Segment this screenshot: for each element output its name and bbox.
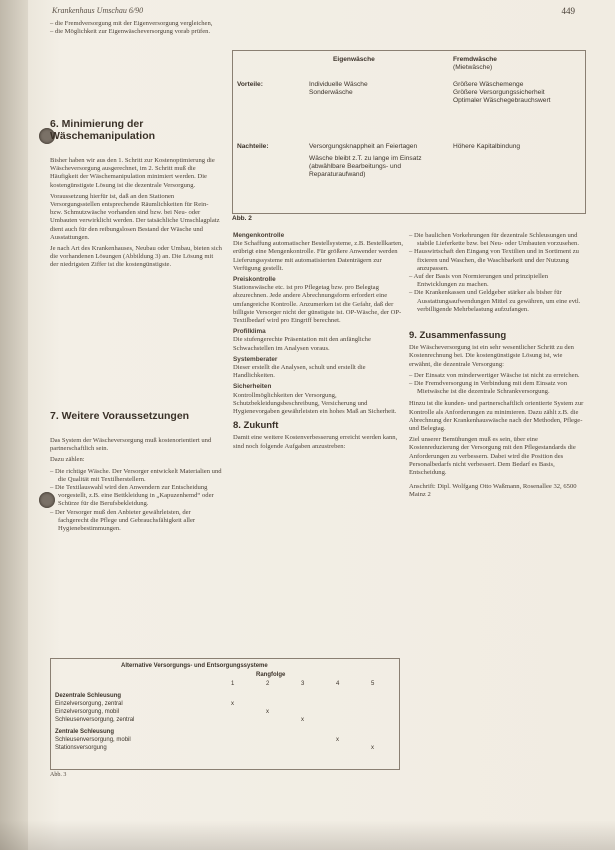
matrix-mark: x [231, 701, 234, 707]
row-label-pro: Vorteile: [237, 81, 263, 88]
rank-header: 3 [301, 681, 305, 687]
item-text: Die stufengerechte Präsentation mit den anfängliche Schwachstellen im Analysen voraus. [233, 336, 371, 352]
item-text: Kontrollmöglichkeiten der Versorgung, Schutzbekleidungsbeschreibung, Versicherung und Hygienevorgaben gewährleisten ein hohes Maß an Sicherheit. [233, 391, 397, 416]
paragraph: Bisher haben wir aus den 1. Schritt zur Kostenoptimierung die Wäscheversorgung ausgerechnet, im 2. Schritt muß die Häufigkeit der Wäschemanipulation minimiert werden. Die kostengünstigste Lösung ist die dezentrale Versorgung. [50, 157, 215, 189]
matrix-mark: x [371, 745, 374, 751]
rank-header: 1 [231, 681, 235, 687]
list-item: – Der Versorger muß den Anbieter gewährleisten, der fachgerecht die Pflege und Gebrauchsfähigkeit aller Hygienebestimmungen. [50, 509, 222, 534]
author-address: Anschrift: Dipl. Wolfgang Otto Waßmann, Rosenallee 32, 6500 Mainz 2 [409, 483, 577, 499]
future-tasks-list [409, 232, 585, 314]
list-item: – Die Krankenkassen und Geldgeber stärker als bisher für Ausstattungsaufwendungen Mittel zu gewähren, um eine evtl. verbilligende Mehrbelastung aufzufangen. [409, 289, 585, 314]
paragraph [233, 356, 403, 381]
figure-2-table [232, 50, 586, 214]
row-label-contra: Nachteile: [237, 143, 269, 150]
cell-line: Versorgungsknappheit an Feiertagen [309, 143, 418, 150]
cell-line: Größere Wäschemenge [453, 81, 524, 88]
foreign-contra-cell [453, 143, 578, 151]
page-number: 449 [561, 6, 575, 16]
rank-label: Rangfolge [256, 672, 286, 678]
matrix-row-label: Stationsversorgung [55, 745, 107, 751]
left-column [50, 20, 222, 36]
paragraph: Dazu zählen: [50, 456, 85, 464]
list-item: – Die Textilauswahl wird den Anwendern zur Entscheidung vorgestellt, z.B. eine Bettkleidung in „Kapuzenhemd“ oder Schürze für die Berufsbekleidung. [50, 484, 222, 509]
keyword: Systemberater [233, 355, 278, 363]
matrix-mark: x [266, 709, 269, 715]
foreign-pro-cell [453, 81, 578, 105]
page-edge-shadow [0, 820, 615, 850]
paragraph: Ziel unserer Bemühungen muß es sein, über eine Kostenreduzierung der Versorgung mit den Pflegestandards die Anforderungen zu verbessern. Dabei wird die Position des Personalbedarfs nicht verbessert. Dem Bedarf es Basis, Entscheidung. [409, 436, 576, 477]
intro-bullet-list [50, 20, 222, 36]
keyword: Mengenkontrolle [233, 232, 285, 239]
list-item: – die Möglichkeit zur Eigenwäscheversorgung vorab prüfen. [50, 28, 222, 36]
list-item: – die Fremdversorgung mit der Eigenversorgung vergleichen, [50, 20, 222, 28]
column-header-foreign-sub: (Mietwäsche) [453, 64, 493, 71]
section-7-body [50, 437, 222, 533]
keyword: Profilklima [233, 328, 266, 336]
matrix-row-label: Schleusenversorgung, zentral [55, 717, 135, 723]
running-head: Krankenhaus Umschau 6/90 [52, 6, 144, 15]
cell-line: Sonderwäsche [309, 89, 353, 96]
item-text: Stationswäsche etc. ist pro Pflegetag bzw. pro Belegtag abzurechnen. Jede andere Abrechnungsform erfordert eine umfangreiche Kontrolle. Anzumerken ist die Gefahr, daß der billigste Versorger nicht der günstigste ist. OP-Wäsche, der OP-Textilbedarf wird pro Eingriff berechnet. [233, 284, 402, 325]
paragraph: Voraussetzung hierfür ist, daß an den Stationen Versorgungsstellen entsprechende Räumlichkeiten für Rein- bzw. Schmutzwäsche vorhanden sind bzw. bei Neu- oder Umbauten verwirklicht werden. Der tatsächliche Umschlagplatz dient auch für den reibungslosen Bestand der Wäsche und Ausstattungen. [50, 192, 220, 241]
own-contra-cell [309, 143, 439, 179]
section-heading: 8. Zukunft [233, 420, 279, 432]
paragraph [233, 328, 403, 353]
matrix-row-label: Einzelversorgung, mobil [55, 709, 120, 715]
list-item: – Hauswirtschaft den Eingang von Textilien und in Sortiment zu fixieren und Waschen, die Waschbarkeit und der Nutzung anzupassen. [409, 248, 585, 273]
section-6-body [50, 157, 222, 273]
paragraph: Die Wäscheversorgung ist ein sehr wesentlicher Schritt zu den Kostenrechnung bei. Die kostengünstigste Lösung ist, wie erwähnt, die dezentrale Versorgung: [409, 344, 574, 368]
cell-line: Höhere Kapitalbindung [453, 143, 521, 150]
figure-2-caption: Abb. 2 [232, 215, 252, 222]
rank-header: 2 [266, 681, 270, 687]
matrix-title: Alternative Versorgungs- und Entsorgungssysteme [121, 663, 268, 669]
paragraph: Je nach Art des Krankenhauses, Neubau oder Umbau, bieten sich die vorhandenen Lösungen (Abbildung 3) an. Die Lösung mit der niedrigsten Ziffer ist die kostengünstigste. [50, 245, 222, 269]
paragraph: Hinzu ist die kunden- und partnerschaftlich orientierte System zur Kontrolle als Anforderungen zu minimieren. Dazu zählt z.B. die Abrechnung der Krankenhauswäsche nach der Methoden, Pflege- und Belegtag. [409, 400, 584, 433]
right-column [409, 232, 585, 503]
list-item: – Die baulichen Vorkehrungen für dezentrale Schleusungen und stabile Lieferkette bzw. bei Neu- oder Umbauten vorzusehen. [409, 232, 585, 248]
book-spine-shadow [0, 0, 28, 850]
figure-3-caption: Abb. 3 [50, 772, 67, 778]
paragraph [233, 276, 403, 325]
list-item: – Die Fremdversorgung in Verbindung mit dem Einsatz von Mietwäsche ist die dezentrale Schrankversorgung. [409, 380, 585, 396]
column-header-foreign: Fremdwäsche [453, 56, 497, 63]
group-label: Zentrale Schleusung [55, 729, 115, 735]
group-label: Dezentrale Schleusung [55, 693, 122, 699]
section-7 [50, 410, 222, 422]
paragraph [233, 232, 403, 273]
cell-line: Optimaler Wäschegebrauchswert [453, 97, 551, 104]
keyword: Sicherheiten [233, 383, 272, 391]
middle-column [233, 232, 403, 454]
figure-3-matrix [50, 658, 400, 770]
paragraph: Damit eine weitere Kostenverbesserung erreicht werden kann, sind noch folgende Aufgaben anzustreben: [233, 434, 398, 450]
matrix-row-label: Schleusenversorgung, mobil [55, 737, 131, 743]
item-text: Dieser erstellt die Analysen, schult und erstellt die Handlichkeiten. [233, 364, 366, 380]
matrix-mark: x [336, 737, 339, 743]
list-item: – Auf der Basis von Normierungen und prinzipiellen Entwicklungen zu machen. [409, 273, 585, 289]
section-heading: 6. Minimierung der Wäschemanipulation [50, 118, 156, 142]
summary-list [409, 372, 585, 397]
section-heading: 7. Weitere Voraussetzungen [50, 410, 190, 422]
matrix-mark: x [301, 717, 304, 723]
cell-line: Wäsche bleibt z.T. zu lange im Einsatz (abwählbare Bearbeitungs- und Reparaturaufwand) [309, 155, 422, 178]
rank-header: 5 [371, 681, 375, 687]
keyword: Preiskontrolle [233, 276, 276, 284]
own-pro-cell [309, 81, 439, 97]
list-item: – Die richtige Wäsche. Der Versorger entwickelt Materialien und die Qualität mit Textilherstellern. [50, 468, 222, 484]
paragraph [233, 383, 403, 416]
rank-header: 4 [336, 681, 340, 687]
section-heading: 9. Zusammenfassung [409, 330, 507, 342]
paragraph: Das System der Wäscheversorgung muß kostenorientiert und partnerschaftlich sein. [50, 437, 212, 453]
item-text: Die Schaffung automatischer Bestellsysteme, z.B. Bestellkarten, erübrigt eine Mengenkontrolle. Für größere Anwender werden Lieferungssysteme mit automatisierten Datenträgern zur Verfügung gestellt. [233, 240, 403, 272]
section-7-list [50, 468, 222, 534]
list-item: – Der Einsatz von minderwertiger Wäsche ist nicht zu erreichen. [409, 372, 585, 380]
section-6 [50, 118, 222, 142]
matrix-row-label: Einzelversorgung, zentral [55, 701, 123, 707]
cell-line: Individuelle Wäsche [309, 81, 368, 88]
column-header-own: Eigenwäsche [333, 56, 375, 63]
cell-line: Größere Versorgungssicherheit [453, 89, 545, 96]
